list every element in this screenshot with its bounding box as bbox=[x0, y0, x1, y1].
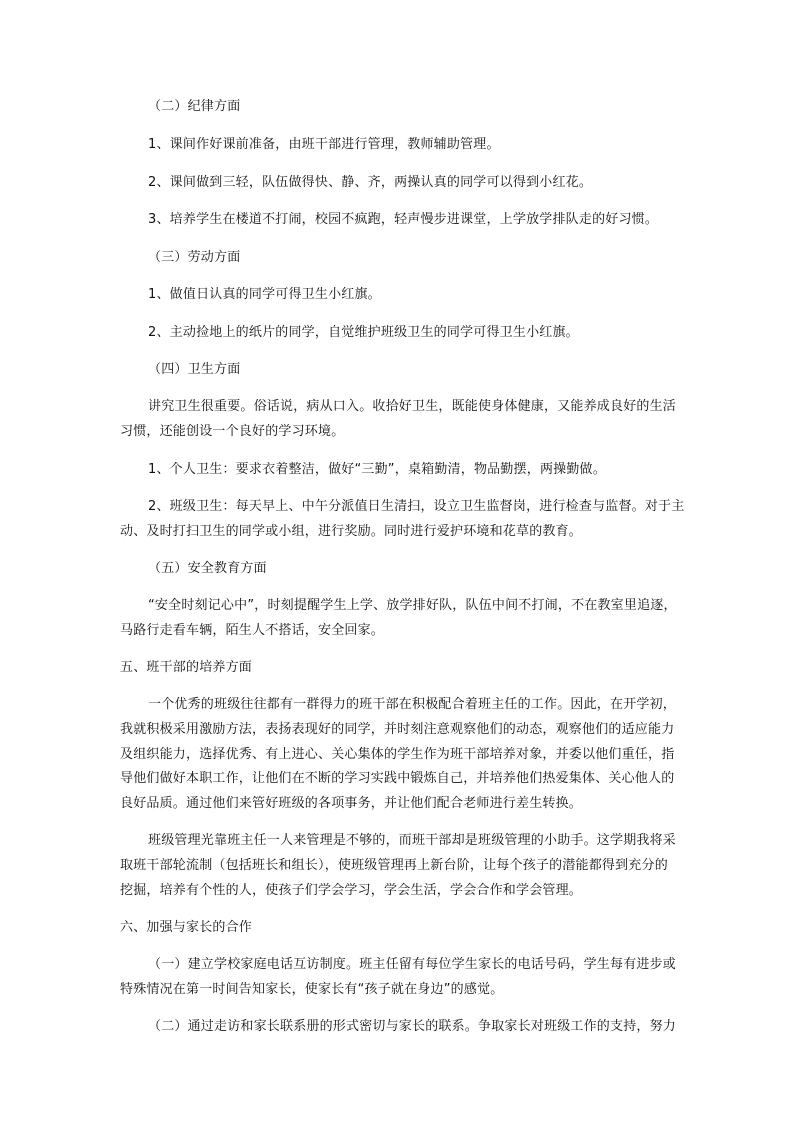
paragraph-line: 1、课间作好课前准备，由班干部进行管理，教师辅助管理。 bbox=[148, 137, 500, 152]
paragraph-line: 马路行走看车辆，陌生人不搭话，安全回家。 bbox=[120, 623, 385, 638]
paragraph-line: 动、及时打扫卫生的同学或小组，进行奖励。同时进行爱护环境和花草的教育。 bbox=[120, 524, 583, 539]
section-heading-class-cadre: 五、班干部的培养方面 bbox=[120, 660, 253, 675]
paragraph-line: 班级管理光靠班主任一人来管理是不够的，而班干部却是班级管理的小助手。这学期我将采 bbox=[148, 833, 677, 848]
paragraph-line: 3、培养学生在楼道不打闹，校园不疯跑，轻声慢步进课堂，上学放学排队走的好习惯。 bbox=[148, 212, 659, 227]
paragraph-line: 习惯，还能创设一个良好的学习环境。 bbox=[120, 424, 345, 439]
paragraph-line: “安全时刻记心中”，时刻提醒学生上学、放学排好队，队伍中间不打闹，不在教室里追逐， bbox=[148, 598, 677, 613]
paragraph-line: 取班干部轮流制（包括班长和组长），使班级管理再上新台阶，让每个孩子的潜能都得到充分的 bbox=[120, 858, 668, 873]
paragraph-line: 我就积极采用激励方法，表扬表现好的同学，并时刻注意观察他们的动态，观察他们的适应能力 bbox=[120, 722, 675, 737]
subheading-discipline: （二）纪律方面 bbox=[148, 99, 241, 114]
paragraph-line: 讲究卫生很重要。俗话说，病从口入。收拾好卫生，既能使身体健康，又能养成良好的生活 bbox=[148, 399, 677, 414]
section-heading-parents: 六、加强与家长的合作 bbox=[120, 920, 253, 935]
paragraph-line: 及组织能力，选择优秀、有上进心、关心集体的学生作为班干部培养对象，并委以他们重任，指 bbox=[120, 747, 675, 762]
subheading-safety: （五）安全教育方面 bbox=[148, 561, 267, 576]
subheading-hygiene: （四）卫生方面 bbox=[148, 362, 241, 377]
paragraph-line: 挖掘，培养有个性的人，使孩子们学会学习，学会生活，学会合作和学会管理。 bbox=[120, 883, 583, 898]
paragraph-line: 1、个人卫生：要求衣着整洁，做好“三勤”，桌箱勤清，物品勤摆，两操勤做。 bbox=[148, 462, 606, 477]
paragraph-line: 1、做值日认真的同学可得卫生小红旗。 bbox=[148, 287, 381, 302]
paragraph-line: 2、班级卫生：每天早上、中午分派值日生清扫，设立卫生监督岗，进行检查与监督。对于主 bbox=[148, 499, 685, 514]
paragraph-line: 一个优秀的班级往往都有一群得力的班干部在积极配合着班主任的工作。因此，在开学初， bbox=[148, 697, 677, 712]
paragraph-line: 2、课间做到三轻，队伍做得快、静、齐，两操认真的同学可以得到小红花。 bbox=[148, 175, 593, 190]
subheading-labor: （三）劳动方面 bbox=[148, 250, 241, 265]
paragraph-line: 导他们做好本职工作，让他们在不断的学习实践中锻炼自己，并培养他们热爱集体、关心他人的 bbox=[120, 771, 675, 786]
paragraph-line: 特殊情况在第一时间告知家长，使家长有“孩子就在身边”的感觉。 bbox=[120, 982, 504, 997]
paragraph-line: （一）建立学校家庭电话互访制度。班主任留有每位学生家长的电话号码，学生每有进步或 bbox=[148, 957, 677, 972]
paragraph-line: （二）通过走访和家长联系册的形式密切与家长的联系。争取家长对班级工作的支持，努力 bbox=[148, 1019, 677, 1034]
paragraph-line: 2、主动捡地上的纸片的同学，自觉维护班级卫生的同学可得卫生小红旗。 bbox=[148, 325, 579, 340]
paragraph-line: 良好品质。通过他们来管好班级的各项事务，并让他们配合老师进行差生转换。 bbox=[120, 796, 583, 811]
